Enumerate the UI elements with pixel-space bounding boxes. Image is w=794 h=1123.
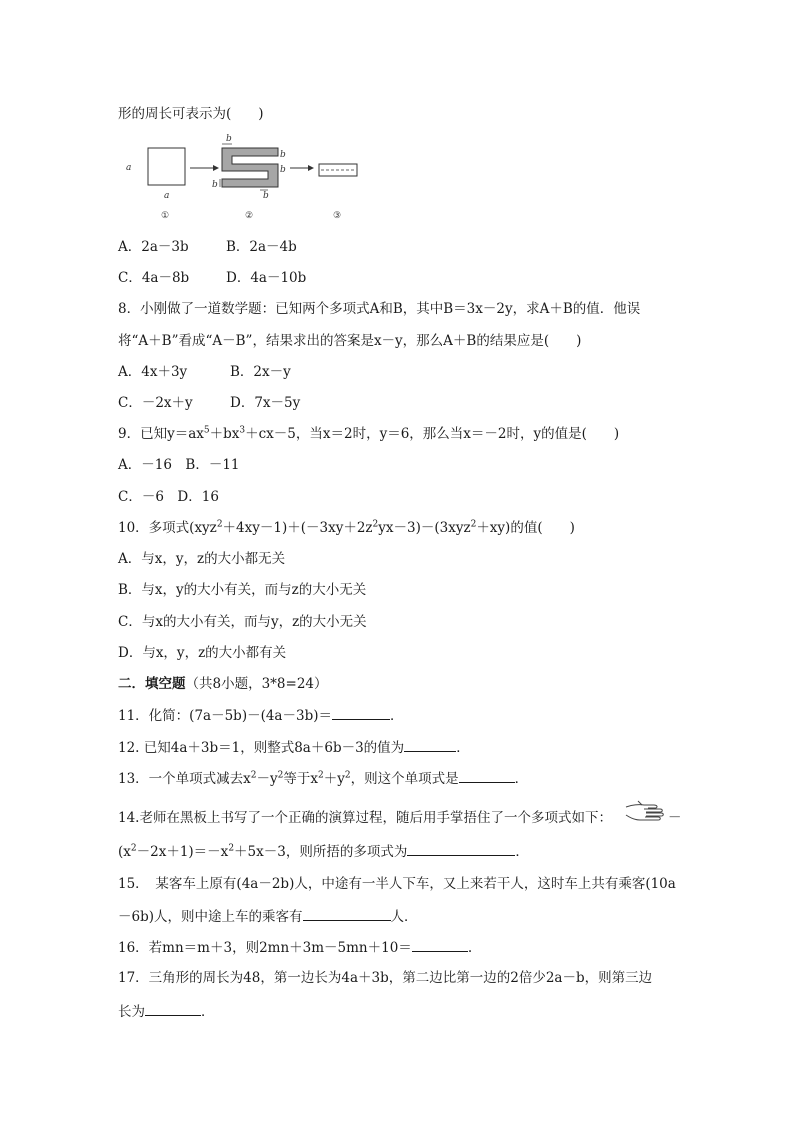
q15-line1: 15． 某客车上原有(4a－2b)人，中途有一半人下车，又上来若干人，这时车上共有乘客(10a bbox=[118, 876, 676, 892]
q13-exp4: 2 bbox=[344, 770, 351, 781]
q16-end: . bbox=[467, 940, 473, 956]
q14-text: 14.老师在黑板上书写了一个正确的演算过程，随后用手掌捂住了一个多项式如下： bbox=[118, 810, 612, 826]
section2-note: （共8小题，3*8=24） bbox=[185, 676, 328, 692]
hand-covering-icon bbox=[624, 797, 668, 825]
q10-option-d: D．与x，y，z的大小都有关 bbox=[118, 645, 287, 661]
fig1-label-a-left: a bbox=[126, 163, 132, 173]
q10-exp1: 2 bbox=[216, 519, 223, 530]
q13-answer-blank[interactable] bbox=[459, 768, 515, 783]
q17-line1: 17．三角形的周长为48，第一边长为4a＋3b，第二边比第一边的2倍少2a－b，则第三边 bbox=[118, 970, 653, 986]
q13-exp1: 2 bbox=[250, 770, 257, 781]
q7-option-a: A．2a－3b bbox=[118, 239, 189, 255]
q9-part2: ＋bx bbox=[209, 426, 240, 442]
q17-text: 长为 bbox=[118, 1004, 145, 1020]
q13-part4: ＋y bbox=[323, 771, 345, 787]
q7-option-b: B．2a－4b bbox=[226, 239, 297, 255]
fig1-number: ① bbox=[161, 211, 170, 221]
fig2-number: ② bbox=[245, 211, 254, 221]
fig2-label-b-right2: b bbox=[280, 165, 286, 175]
q7-options-ab bbox=[118, 237, 297, 257]
q10-option-c: C．与x的大小有关，而与y，z的大小无关 bbox=[118, 614, 367, 630]
q11-end: ． bbox=[389, 708, 404, 724]
q11-text: 11．化简：(7a－5b)－(4a－3b)＝ bbox=[118, 708, 332, 724]
q12-answer-blank[interactable] bbox=[404, 737, 456, 752]
q9-part1: 9．已知y＝ax bbox=[118, 426, 204, 442]
q13-line bbox=[118, 768, 528, 789]
q8-line1: 8．小刚做了一道数学题：已知两个多项式A和B，其中B＝3x－2y，求A＋B的值．他误 bbox=[118, 301, 641, 317]
q8-option-b: B．2x－y bbox=[230, 364, 291, 380]
q13-part5: ，则这个单项式是 bbox=[350, 771, 459, 787]
q10-stem bbox=[118, 518, 575, 538]
q13-end: ． bbox=[514, 771, 529, 787]
q14-exp1: 2 bbox=[130, 843, 137, 854]
q8-line2: 将“A＋B”看成“A－B”，结果求出的答案是x－y，那么A＋B的结果应是( ) bbox=[118, 333, 582, 349]
q16-line bbox=[118, 937, 472, 958]
q8-option-c: C．－2x＋y bbox=[118, 395, 193, 411]
q14-minus: － bbox=[668, 810, 682, 826]
q17-answer-blank[interactable] bbox=[145, 1001, 201, 1016]
q7-option-c: C．4a－8b bbox=[118, 270, 190, 286]
q7-option-d: D．4a－10b bbox=[226, 270, 307, 286]
q9-stem bbox=[118, 424, 619, 444]
q14-line1 bbox=[118, 808, 612, 828]
q10-exp3: 2 bbox=[470, 519, 477, 530]
q9-options-ab: A．－16 B．－11 bbox=[118, 457, 240, 473]
fig1-label-a-bottom: a bbox=[164, 191, 170, 201]
q14-part3: ＋5x－3，则所捂的多项式为 bbox=[234, 844, 408, 860]
q8-option-d: D．7x－5y bbox=[230, 395, 301, 411]
q17-end: ． bbox=[201, 1004, 215, 1020]
q11-line bbox=[118, 705, 403, 726]
fig2-label-b-left: b bbox=[212, 180, 218, 190]
q9-options-cd: C．－6 D．16 bbox=[118, 489, 219, 505]
q7-continuation: 形的周长可表示为( ) bbox=[118, 106, 264, 122]
q16-text: 16．若mn＝m＋3，则2mn＋3m－5mn＋10＝ bbox=[118, 940, 412, 956]
q10-option-a: A．与x，y，z的大小都无关 bbox=[118, 551, 286, 567]
section2-header bbox=[118, 674, 328, 694]
q13-part1: 13．一个单项式减去x bbox=[118, 771, 251, 787]
q11-answer-blank[interactable] bbox=[332, 705, 390, 720]
q15-line2 bbox=[118, 906, 418, 927]
q9-part3: ＋cx－5，当x＝2时，y＝6，那么当x＝－2时，y的值是( ) bbox=[245, 426, 620, 442]
section2-title: 二．填空题 bbox=[118, 676, 186, 692]
fig2-label-b-bottom: b bbox=[263, 191, 269, 201]
q7-options-cd bbox=[118, 268, 306, 288]
q13-part2: －y bbox=[256, 771, 278, 787]
q10-exp2: 2 bbox=[372, 519, 379, 530]
q10-part4: ＋xy)的值( ) bbox=[476, 520, 575, 536]
arrow-2-head bbox=[308, 165, 314, 171]
q12-text: 12. 已知4a＋3b＝1，则整式8a＋6b－3的值为 bbox=[118, 740, 405, 756]
q13-exp3: 2 bbox=[318, 770, 324, 781]
q16-answer-blank[interactable] bbox=[412, 937, 468, 952]
arrow-1-head bbox=[213, 165, 219, 171]
q14-answer-blank[interactable] bbox=[407, 841, 515, 856]
fig2-s-shape bbox=[222, 148, 278, 187]
q10-part2: ＋4xy－1)＋(－3xy＋2z bbox=[222, 520, 373, 536]
q8-options-cd bbox=[118, 393, 300, 413]
q14-end: ． bbox=[515, 844, 529, 860]
q14-part2: －2x＋1)＝－x bbox=[136, 844, 229, 860]
q12-end: ． bbox=[456, 740, 470, 756]
q8-options-ab bbox=[118, 362, 291, 382]
fig2-label-b-top: b bbox=[226, 134, 232, 144]
fig2-label-b-right1: b bbox=[280, 150, 286, 160]
q12-line bbox=[118, 737, 470, 758]
q15-answer-blank[interactable] bbox=[303, 906, 391, 921]
q17-line2 bbox=[118, 1001, 215, 1022]
q8-option-a: A．4x＋3y bbox=[118, 364, 188, 380]
q9-exp2: 3 bbox=[239, 425, 246, 436]
q7-figure bbox=[118, 132, 368, 226]
q10-part3: yx－3)－(3xyz bbox=[378, 520, 471, 536]
q13-part3: 等于x bbox=[283, 771, 319, 787]
q15-end: 人． bbox=[390, 909, 418, 925]
q13-exp2: 2 bbox=[277, 770, 284, 781]
q14-part1: (x bbox=[118, 844, 131, 860]
fig1-square bbox=[148, 148, 185, 185]
q9-exp1: 5 bbox=[203, 425, 210, 436]
fig3-number: ③ bbox=[333, 211, 342, 221]
q14-exp2: 2 bbox=[228, 843, 235, 854]
q14-line2 bbox=[118, 841, 529, 862]
q15-text: －6b)人，则中途上车的乘客有 bbox=[118, 909, 303, 925]
q10-part1: 10．多项式(xyz bbox=[118, 520, 217, 536]
q10-option-b: B．与x，y的大小有关，而与z的大小无关 bbox=[118, 582, 367, 598]
